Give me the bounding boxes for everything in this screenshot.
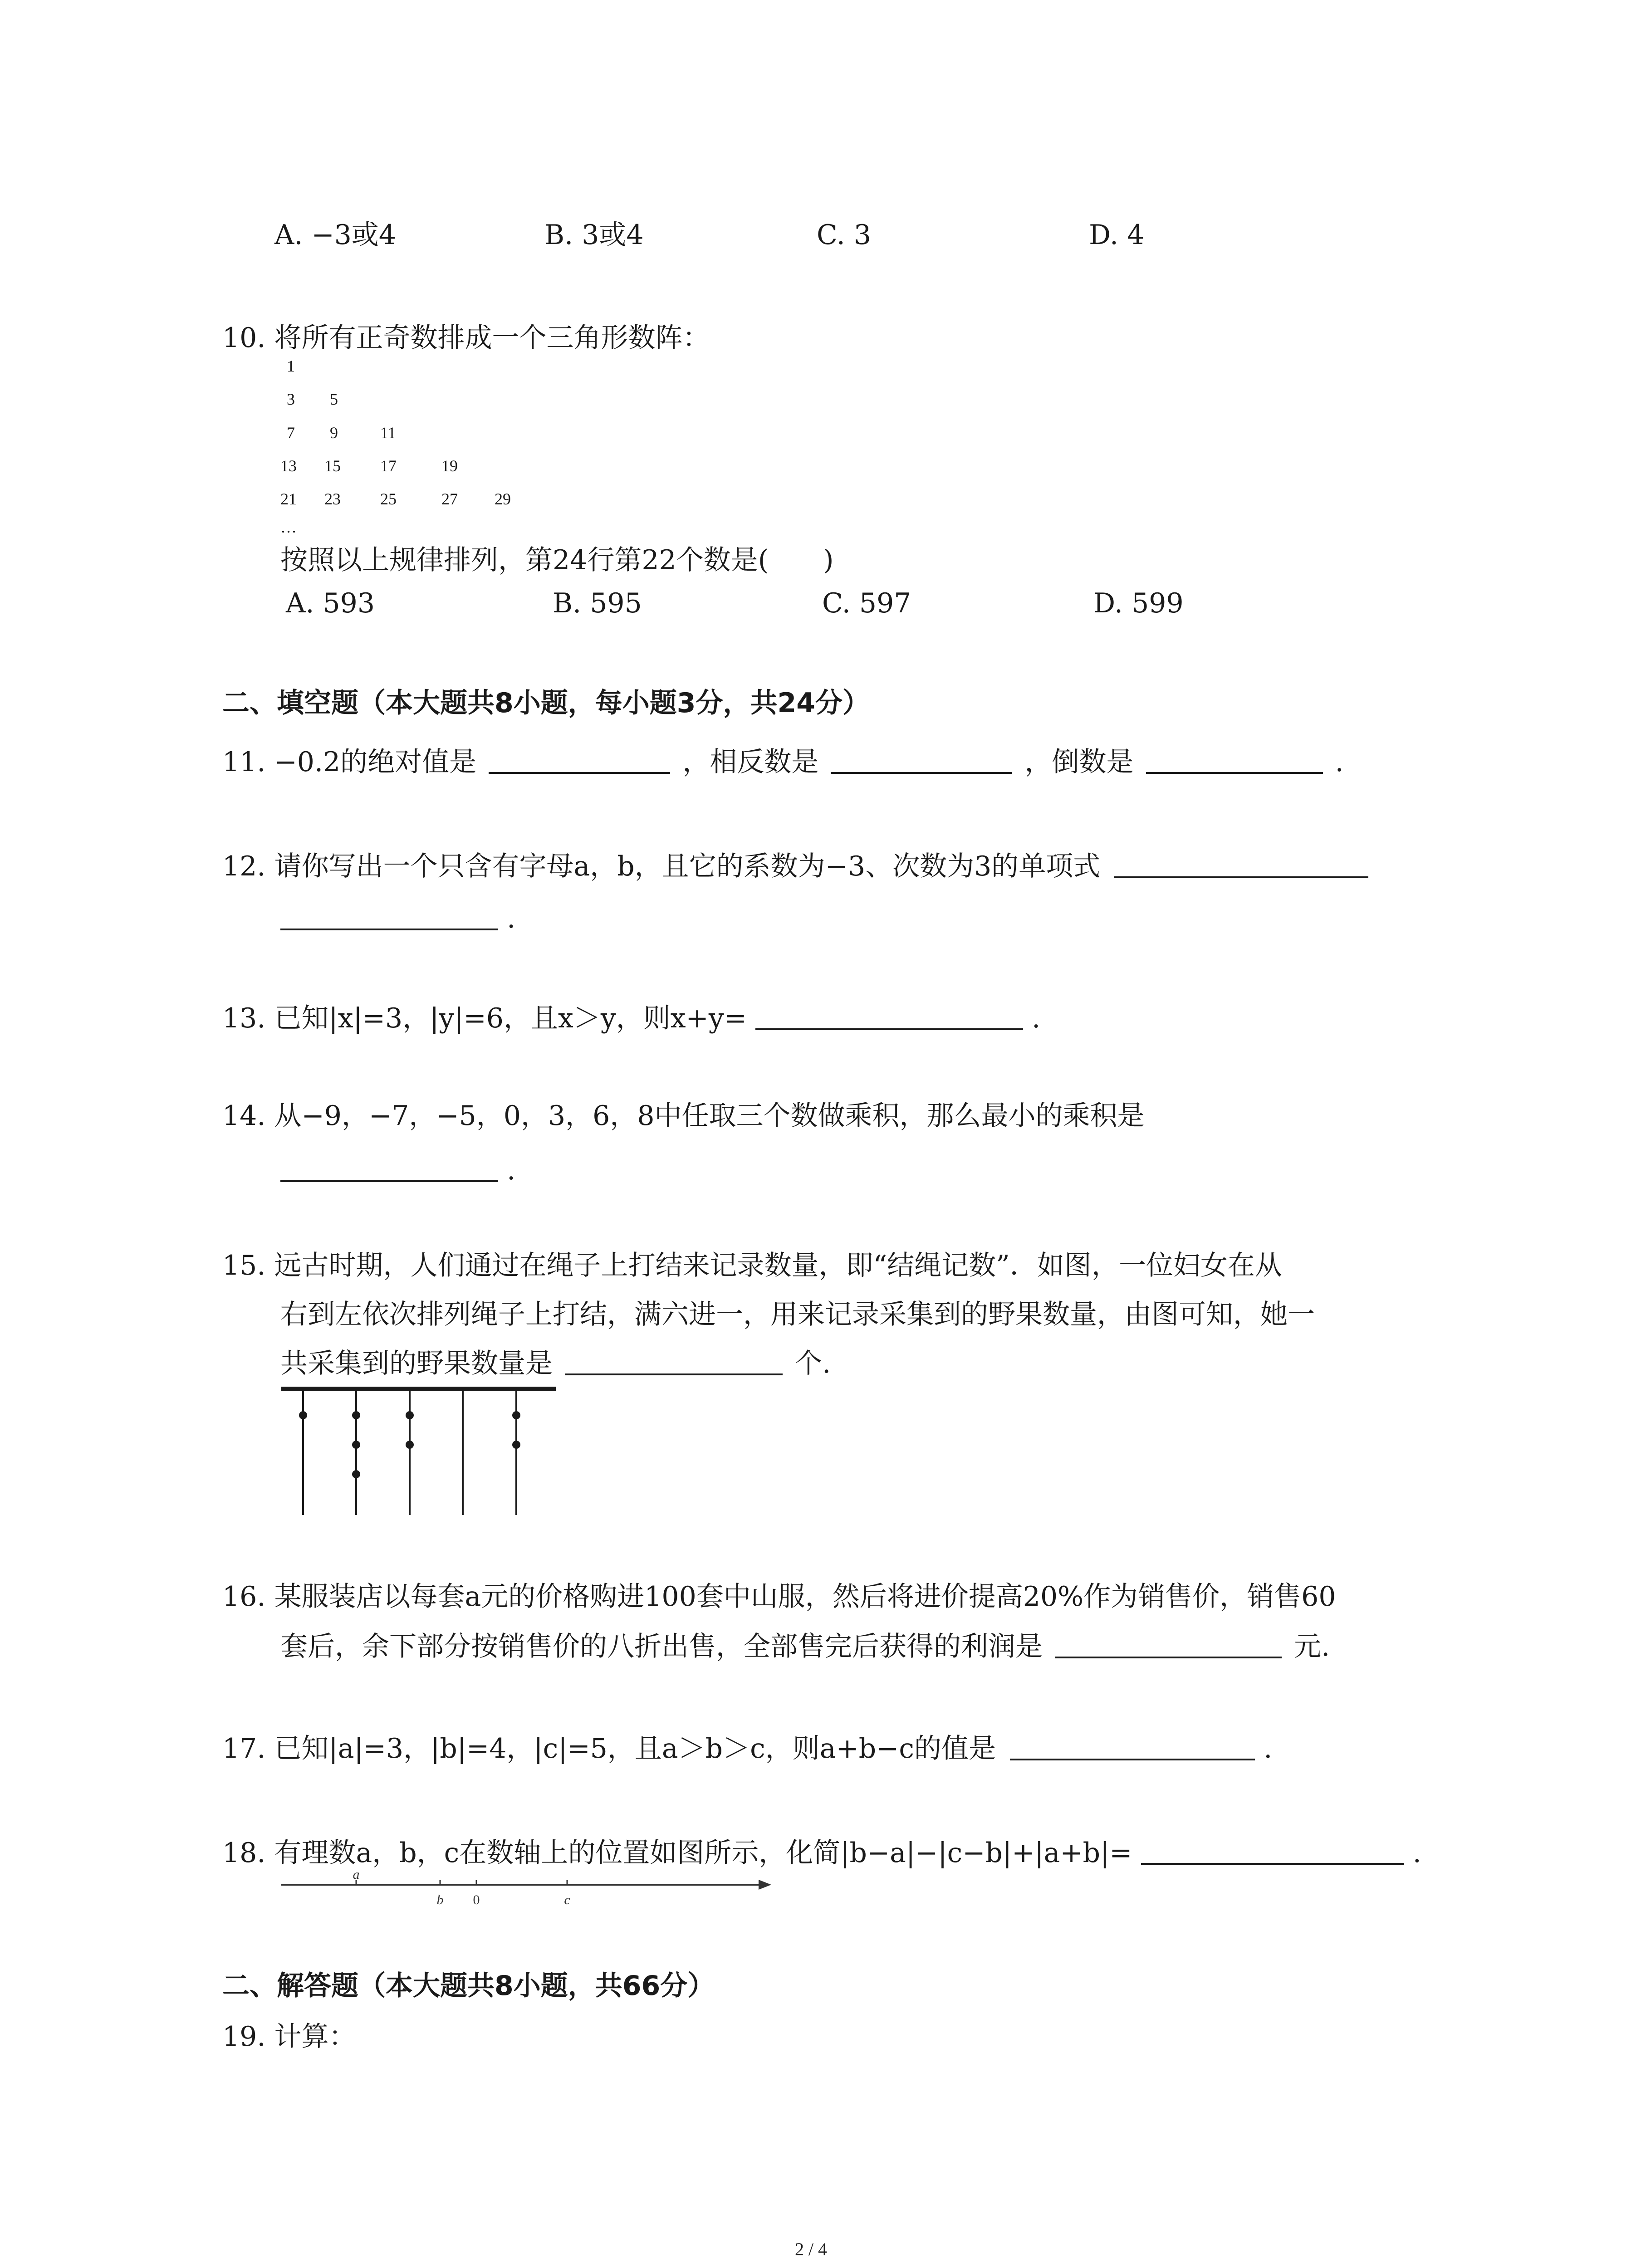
q13-blank[interactable]	[755, 1001, 1023, 1030]
q11-blank-reciprocal[interactable]	[1146, 745, 1323, 774]
q15-text-3a: 共采集到的野果数量是	[280, 1348, 553, 1379]
q10-question: 按照以上规律排列，第24行第22个数是( )	[280, 544, 834, 576]
knot	[406, 1411, 414, 1419]
q14: 14. 从−9，−7，−5，0，3，6，8中任取三个数做乘积，那么最小的乘积是	[222, 1100, 1145, 1132]
q11	[222, 744, 1344, 780]
label-zero: 0	[473, 1892, 480, 1907]
q13	[222, 1000, 1040, 1036]
q16-blank[interactable]	[1055, 1629, 1282, 1658]
q11-blank-abs[interactable]	[489, 745, 670, 774]
q15-line1: 15. 远古时期，人们通过在绳子上打结来记录数量，即“结绳记数”．如图，一位妇女在从	[222, 1250, 1282, 1281]
q10-row4-2: 15	[324, 457, 341, 475]
q15-line3	[280, 1345, 831, 1382]
q10-row5-2: 23	[324, 490, 341, 508]
number-line-arrow	[759, 1880, 771, 1890]
label-a: a	[353, 1869, 360, 1882]
q9-option-d: D. 4	[1089, 219, 1145, 251]
q12-line2	[280, 900, 515, 937]
q10-row4-3: 17	[380, 457, 397, 475]
q10-row1-1: 1	[287, 357, 295, 375]
q15-blank[interactable]	[565, 1346, 783, 1375]
q10-row3-2: 9	[330, 424, 338, 442]
q18	[222, 1835, 1421, 1871]
q10-row3-3: 11	[380, 424, 396, 442]
knot	[352, 1470, 360, 1478]
page-number: 2 / 4	[795, 2239, 828, 2259]
q9-option-a: A. −3或4	[274, 219, 397, 251]
q15-text-3b: 个.	[795, 1348, 831, 1379]
q12-blank-part1[interactable]	[1114, 849, 1368, 878]
q10-option-d: D. 599	[1093, 587, 1184, 619]
q13-text-2: .	[1032, 1002, 1041, 1034]
q10-option-c: C. 597	[822, 587, 911, 619]
q11-text-2: ，相反数是	[682, 746, 819, 778]
q18-text-1: 18. 有理数a，b，c在数轴上的位置如图所示，化简|b−a|−|c−b|+|a+b|=	[222, 1837, 1132, 1869]
q10-row2-2: 5	[330, 390, 338, 408]
q10-row3-1: 7	[287, 424, 295, 442]
q10-row2-1: 3	[287, 390, 295, 408]
q12	[222, 848, 1368, 885]
q10-ellipsis: …	[280, 518, 297, 536]
knot	[352, 1411, 360, 1419]
q16-text-2a: 套后，余下部分按销售价的八折出售，全部售完后获得的利润是	[280, 1631, 1043, 1662]
q16-text-2b: 元.	[1294, 1631, 1330, 1662]
q10-row5-1: 21	[280, 490, 297, 508]
label-c: c	[564, 1892, 570, 1907]
q18-text-2: .	[1412, 1837, 1421, 1869]
q16-line2	[280, 1628, 1330, 1665]
q14-text-2: .	[507, 1154, 516, 1186]
section-fill-in-title: 二、填空题（本大题共8小题，每小题3分，共24分）	[222, 687, 870, 719]
q11-blank-opposite[interactable]	[831, 745, 1012, 774]
q10-row4-1: 13	[280, 457, 297, 475]
q14-blank[interactable]	[280, 1153, 498, 1182]
q9-option-b: B. 3或4	[544, 219, 644, 251]
q11-text-4: .	[1335, 746, 1344, 778]
q10-stem: 10. 将所有正奇数排成一个三角形数阵：	[222, 322, 710, 354]
q17-blank[interactable]	[1010, 1731, 1255, 1760]
q17	[222, 1730, 1272, 1767]
q11-text-3: ，倒数是	[1024, 746, 1134, 778]
section-answer-title: 二、解答题（本大题共8小题，共66分）	[222, 1970, 715, 2002]
q10-row5-5: 29	[495, 490, 511, 508]
label-b: b	[436, 1892, 444, 1907]
q15-line2: 右到左依次排列绳子上打结，满六进一，用来记录采集到的野果数量，由图可知，她一	[280, 1299, 1315, 1330]
knot-rope-figure	[277, 1379, 567, 1524]
knot	[512, 1441, 520, 1449]
q13-text-1: 13. 已知|x|=3，|y|=6，且x＞y，则x+y=	[222, 1002, 747, 1034]
q9-option-c: C. 3	[817, 219, 872, 251]
q10-option-a: A. 593	[286, 587, 375, 619]
knot	[299, 1411, 307, 1419]
q10-row4-4: 19	[441, 457, 458, 475]
number-line-figure	[277, 1869, 776, 1919]
q14-line2	[280, 1152, 515, 1188]
q18-blank[interactable]	[1141, 1836, 1404, 1865]
q19-stem: 19. 计算：	[222, 2021, 356, 2053]
q12-text-2: .	[507, 903, 516, 934]
knot	[352, 1441, 360, 1449]
q10-row5-3: 25	[380, 490, 397, 508]
q17-text-1: 17. 已知|a|=3，|b|=4，|c|=5，且a＞b＞c，则a+b−c的值是	[222, 1733, 996, 1765]
knot	[512, 1411, 520, 1419]
q12-blank-part2[interactable]	[280, 901, 498, 930]
q10-row5-4: 27	[441, 490, 458, 508]
q10-option-b: B. 595	[553, 587, 642, 619]
q17-text-2: .	[1264, 1733, 1273, 1765]
q11-text-1: 11. −0.2的绝对值是	[222, 746, 477, 778]
knot	[406, 1441, 414, 1449]
q16-line1: 16. 某服装店以每套a元的价格购进100套中山服，然后将进价提高20%作为销售价，销售60	[222, 1581, 1336, 1613]
q12-text-1: 12. 请你写出一个只含有字母a，b，且它的系数为−3、次数为3的单项式	[222, 850, 1101, 882]
